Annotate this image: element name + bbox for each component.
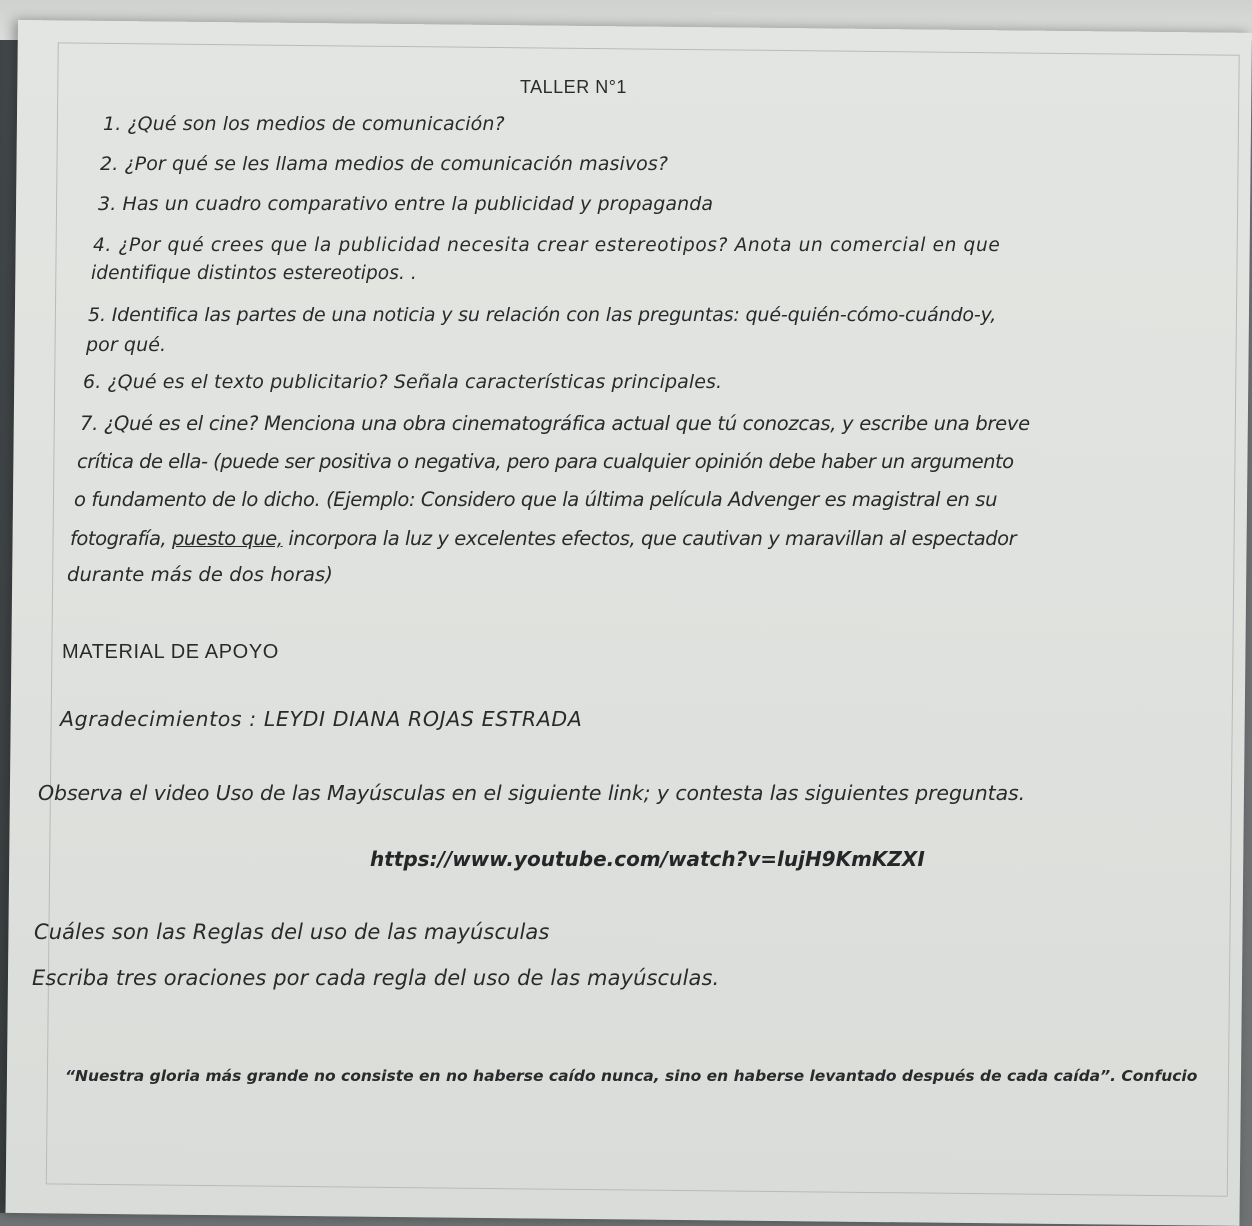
question-7-line-4 bbox=[70, 527, 1016, 550]
confucius-quote: “Nuestra gloria más grande no consiste en no haberse caído nunca, sino en haberse levantado después de cada caída”. Confucio bbox=[65, 1067, 1198, 1085]
question-7-line-2: crítica de ella- (puede ser positiva o negativa, pero para cualquier opinión debe haber un argumento bbox=[77, 450, 1014, 473]
question-4-line-2: identifique distintos estereotipos. . bbox=[91, 263, 417, 284]
video-instruction: Observa el video Uso de las Mayúsculas en el siguiente link; y contesta las siguientes preguntas. bbox=[38, 781, 1026, 805]
question-7-line-1: 7. ¿Qué es el cine? Menciona una obra cinematográfica actual que tú conozcas, y escribe una breve bbox=[80, 412, 1030, 435]
task-question-1: Cuáles son las Reglas del uso de las mayúsculas bbox=[34, 920, 550, 944]
question-4-line-1: 4. ¿Por qué crees que la publicidad necesita crear estereotipos? Anota un comercial en que bbox=[93, 235, 1001, 256]
material-heading: MATERIAL DE APOYO bbox=[62, 641, 279, 663]
task-question-2: Escriba tres oraciones por cada regla del uso de las mayúsculas. bbox=[32, 966, 720, 990]
question-7-line-5: durante más de dos horas) bbox=[67, 563, 333, 586]
acknowledgements: Agradecimientos : LEYDI DIANA ROJAS ESTRADA bbox=[60, 707, 583, 731]
underlined-phrase: puesto que, bbox=[171, 527, 283, 550]
question-7-line-3: o fundamento de lo dicho. (Ejemplo: Considero que la última película Advenger es magistral en su bbox=[74, 488, 998, 511]
video-link[interactable]: https://www.youtube.com/watch?v=lujH9KmKZXI bbox=[370, 847, 925, 871]
question-5-line-1: 5. Identifica las partes de una noticia y su relación con las preguntas: qué-quién-cómo-cuándo-y, bbox=[88, 304, 997, 326]
question-2: 2. ¿Por qué se les llama medios de comunicación masivos? bbox=[100, 153, 669, 175]
question-1: 1. ¿Qué son los medios de comunicación? bbox=[103, 113, 505, 135]
question-3: 3. Has un cuadro comparativo entre la publicidad y propaganda bbox=[98, 193, 714, 215]
question-6: 6. ¿Qué es el texto publicitario? Señala características principales. bbox=[83, 371, 723, 393]
question-5-line-2: por qué. bbox=[86, 334, 167, 356]
question-7-line-4-before: fotografía, bbox=[70, 527, 172, 550]
question-7-line-4-after: incorpora la luz y excelentes efectos, que cautivan y maravillan al espectador bbox=[282, 527, 1017, 550]
worksheet-title: TALLER N°1 bbox=[520, 77, 627, 97]
